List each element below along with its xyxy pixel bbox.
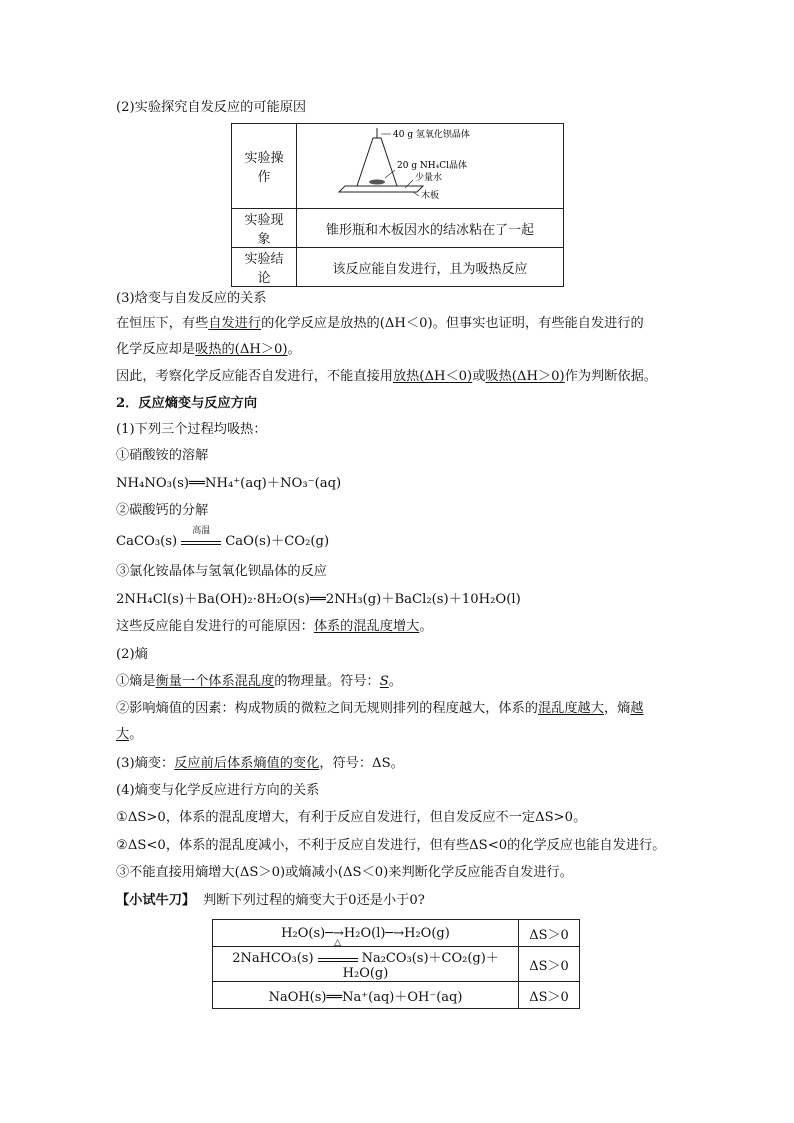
- label-board: 木板: [421, 191, 440, 201]
- table-row-value: 锥形瓶和木板因水的结冰粘在了一起: [297, 209, 564, 248]
- paragraph-line: ①硝酸铵的溶解: [116, 448, 209, 463]
- paragraph-line: 这些反应能自发进行的可能原因：体系的混乱度增大。: [116, 619, 433, 634]
- paragraph-line: (1)下列三个过程均吸热：: [116, 422, 267, 437]
- table-cell-process: H₂O(s)─→H₂O(l)─→H₂O(g): [213, 920, 519, 947]
- quiz-table: [212, 919, 580, 1009]
- table-cell-process: 2NaHCO₃(s) △ Na₂CO₃(s)＋CO₂(g)＋H₂O(g): [213, 947, 519, 982]
- table-row-value: 该反应能自发进行，且为吸热反应: [297, 248, 564, 287]
- paragraph-line: 【小试牛刀】 判断下列过程的熵变大于0还是小于0?: [116, 893, 425, 908]
- section-heading: 2．反应熵变与反应方向: [116, 396, 258, 411]
- section-heading: (2)实验探究自发反应的可能原因: [116, 100, 307, 115]
- experiment-table: [231, 123, 564, 287]
- equation: NH₄NO₃(s)══NH₄⁺(aq)＋NO₃⁻(aq): [116, 476, 342, 491]
- paragraph-line: (3)熵变：反应前后体系熵值的变化，符号：ΔS。: [116, 756, 404, 771]
- condition-arrow: 高温: [181, 533, 221, 545]
- paragraph-line: 化学反应却是吸热的(ΔH＞0)。: [116, 342, 301, 357]
- paragraph-line: ②ΔS<0，体系的混乱度减小，不利于反应自发进行，但有些ΔS<0的化学反应也能自发进行。: [116, 838, 666, 853]
- table-cell-answer: ΔS＞0: [519, 982, 580, 1009]
- label-baoh2: 40 g 氢氧化钡晶体: [393, 130, 470, 140]
- paragraph-line: 因此，考察化学反应能否自发进行，不能直接用放热(ΔH＜0)或吸热(ΔH＞0)作为判断依据。: [116, 369, 657, 384]
- paragraph-line: (4)熵变与化学反应进行方向的关系: [116, 783, 320, 798]
- subheading: (3)焓变与自发反应的关系: [116, 291, 267, 306]
- paragraph-line: (2)熵: [116, 647, 148, 662]
- paragraph-line: ③不能直接用熵增大(ΔS＞0)或熵减小(ΔS＜0)来判断化学反应能否自发进行。: [116, 865, 573, 880]
- experiment-diagram-cell: [297, 124, 564, 209]
- paragraph-line: 在恒压下，有些自发进行的化学反应是放热的(ΔH＜0)。但事实也证明，有些能自发进行的: [116, 316, 644, 331]
- table-cell-process: NaOH(s)══Na⁺(aq)＋OH⁻(aq): [213, 982, 519, 1009]
- paragraph-line: ②影响熵值的因素：构成物质的微粒之间无规则排列的程度越大，体系的混乱度越大，熵越: [116, 701, 644, 716]
- table-row-label: 实验结论: [232, 248, 297, 287]
- table-cell-answer: ΔS＞0: [519, 947, 580, 982]
- label-water: 少量水: [415, 173, 443, 183]
- label-nh4cl: 20 g NH₄Cl晶体: [397, 161, 468, 171]
- equation: 2NH₄Cl(s)＋Ba(OH)₂·8H₂O(s)══2NH₃(g)＋BaCl₂(s)＋10H₂O(l): [116, 592, 521, 607]
- table-cell-answer: ΔS＞0: [519, 920, 580, 947]
- paragraph-line: ①熵是衡量一个体系混乱度的物理量。符号：S。: [116, 674, 402, 689]
- table-row-label: 实验现象: [232, 209, 297, 248]
- paragraph-line: ①ΔS>0，体系的混乱度增大，有利于反应自发进行，但自发反应不一定ΔS>0。: [116, 810, 587, 825]
- flask-diagram: [305, 124, 555, 204]
- equation: CaCO₃(s) 高温 CaO(s)＋CO₂(g): [116, 526, 330, 549]
- paragraph-line: ③氯化铵晶体与氢氧化钡晶体的反应: [116, 564, 327, 579]
- condition-arrow: △: [318, 950, 358, 962]
- paragraph-line: 大。: [116, 727, 143, 742]
- table-row-label: 实验操作: [232, 124, 297, 209]
- paragraph-line: ②碳酸钙的分解: [116, 503, 209, 518]
